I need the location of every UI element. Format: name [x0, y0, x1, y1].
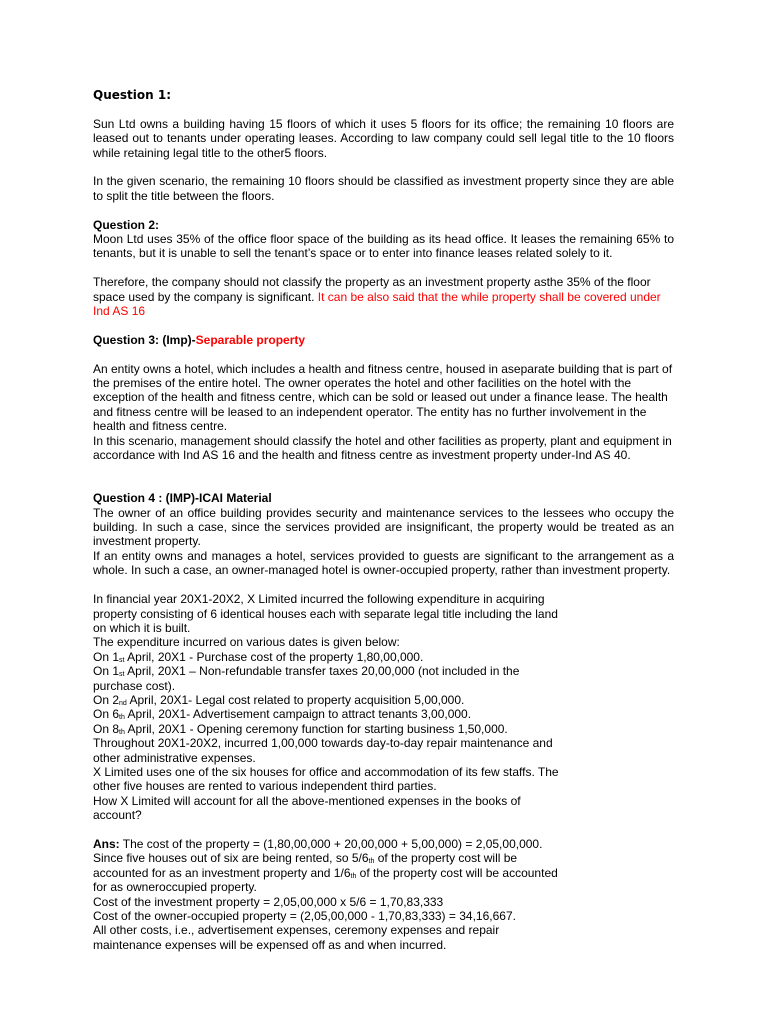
expense-item: Throughout 20X1-20X2, incurred 1,00,000 towards day-to-day repair maintenance and other administrative expenses.: [93, 736, 553, 765]
question-3-heading: [93, 333, 674, 347]
expense-item: On 8th April, 20X1 - Opening ceremony function for starting business 1,50,000.: [93, 721, 508, 736]
question-3-heading-text: Question 3: (Imp)-: [93, 332, 196, 347]
expense-item: On 2nd April, 20X1- Legal cost related to property acquisition 5,00,000.: [93, 692, 465, 707]
question-2-paragraph-2-text: Therefore, the company should not classify the property as an investment property asthe 35% of the floor space used by the company is significant.: [93, 275, 651, 304]
question-4-paragraph-2: If an entity owns and manages a hotel, services provided to guests are significant to the arrangement as a whole. In such a case, an owner-managed hotel is owner-occupied property, rather than investment property.: [93, 548, 674, 578]
answer-label: Ans:: [93, 836, 120, 851]
question-1-paragraph-1: Sun Ltd owns a building having 15 floors of which it uses 5 floors for its office; the remaining 10 floors are leased out to tenants under operating leases. According to law company could sell legal title to the 10 floors while retaining legal title to the other5 floors.: [93, 116, 674, 160]
problem-block: [93, 592, 563, 952]
question-2-paragraph-1: Moon Ltd uses 35% of the office floor space of the building as its head office. It leases the remaining 65% to tenants, but it is unable to sell the tenant’s space or to enter into finance leases related solely to it.: [93, 232, 674, 261]
question-2-highlight: It can be also said that the while property shall be covered under Ind AS 16: [93, 289, 661, 319]
expense-item: On 6th April, 20X1- Advertisement campaign to attract tenants 3,00,000.: [93, 707, 472, 722]
question-1-paragraph-2: In the given scenario, the remaining 10 floors should be classified as investment property since they are able to split the title between the floors.: [93, 174, 674, 203]
problem-intro: In financial year 20X1-20X2, X Limited incurred the following expenditure in acquiring property consisting of 6 identical houses each with separate legal title including the land on which it is built.: [93, 592, 558, 635]
question-3-paragraph-1: An entity owns a hotel, which includes a health and fitness centre, housed in aseparate building that is part of the premises of the entire hotel. The owner operates the hotel and other facilities on the hotel with the exception of the health and fitness centre, which can be sold or leased out under a finance lease. The health and fitness centre will be leased to an independent operator. The entity has no further involvement in the health and fitness centre.: [93, 361, 673, 434]
question-4-paragraph-1: The owner of an office building provides security and maintenance services to the lessees who occupy the building. In such a case, since the services provided are insignificant, the property would be treated as an investment property.: [93, 505, 674, 549]
answer-line-3: Cost of the investment property = 2,05,00,000 x 5/6 = 1,70,83,333: [93, 894, 444, 909]
document-page: [93, 88, 674, 952]
answer-line-2: Since five houses out of six are being rented, so 5/6th of the property cost will be accounted for as an investment property and 1/6th of the property cost will be accounted for as owneroccupied property.: [93, 851, 558, 895]
problem-dates-intro: The expenditure incurred on various dates is given below:: [93, 635, 400, 650]
problem-question: How X Limited will account for all the above-mentioned expenses in the books of account?: [93, 793, 521, 823]
question-2-heading: Question 2:: [93, 217, 160, 232]
problem-usage: X Limited uses one of the six houses for office and accommodation of its few staffs. The other five houses are rented to various independent third parties.: [93, 764, 559, 794]
question-3-heading-highlight: Separable property: [195, 332, 306, 347]
question-2-paragraph-2: [93, 275, 674, 318]
expense-item: On 1st April, 20X1 – Non-refundable transfer taxes 20,00,000 (not included in the purchase cost).: [93, 664, 520, 693]
expense-item: On 1st April, 20X1 - Purchase cost of the property 1,80,00,000.: [93, 649, 424, 664]
answer-line-5: All other costs, i.e., advertisement expenses, ceremony expenses and repair maintenance expenses will be expensed off as and when incurred.: [93, 923, 500, 952]
question-3-paragraph-2: In this scenario, management should classify the hotel and other facilities as property, plant and equipment in accordance with Ind AS 16 and the health and fitness centre as investment property under-Ind AS 40.: [93, 433, 672, 463]
question-4-heading: Question 4 : (IMP)-ICAI Material: [93, 491, 272, 506]
answer-line-1: Ans: The cost of the property = (1,80,00,000 + 20,00,000 + 5,00,000) = 2,05,00,000.: [93, 836, 543, 851]
answer-line-4: Cost of the owner-occupied property = (2,05,00,000 - 1,70,83,333) = 34,16,667.: [93, 909, 516, 924]
question-1-heading: Question 1:: [93, 88, 171, 102]
